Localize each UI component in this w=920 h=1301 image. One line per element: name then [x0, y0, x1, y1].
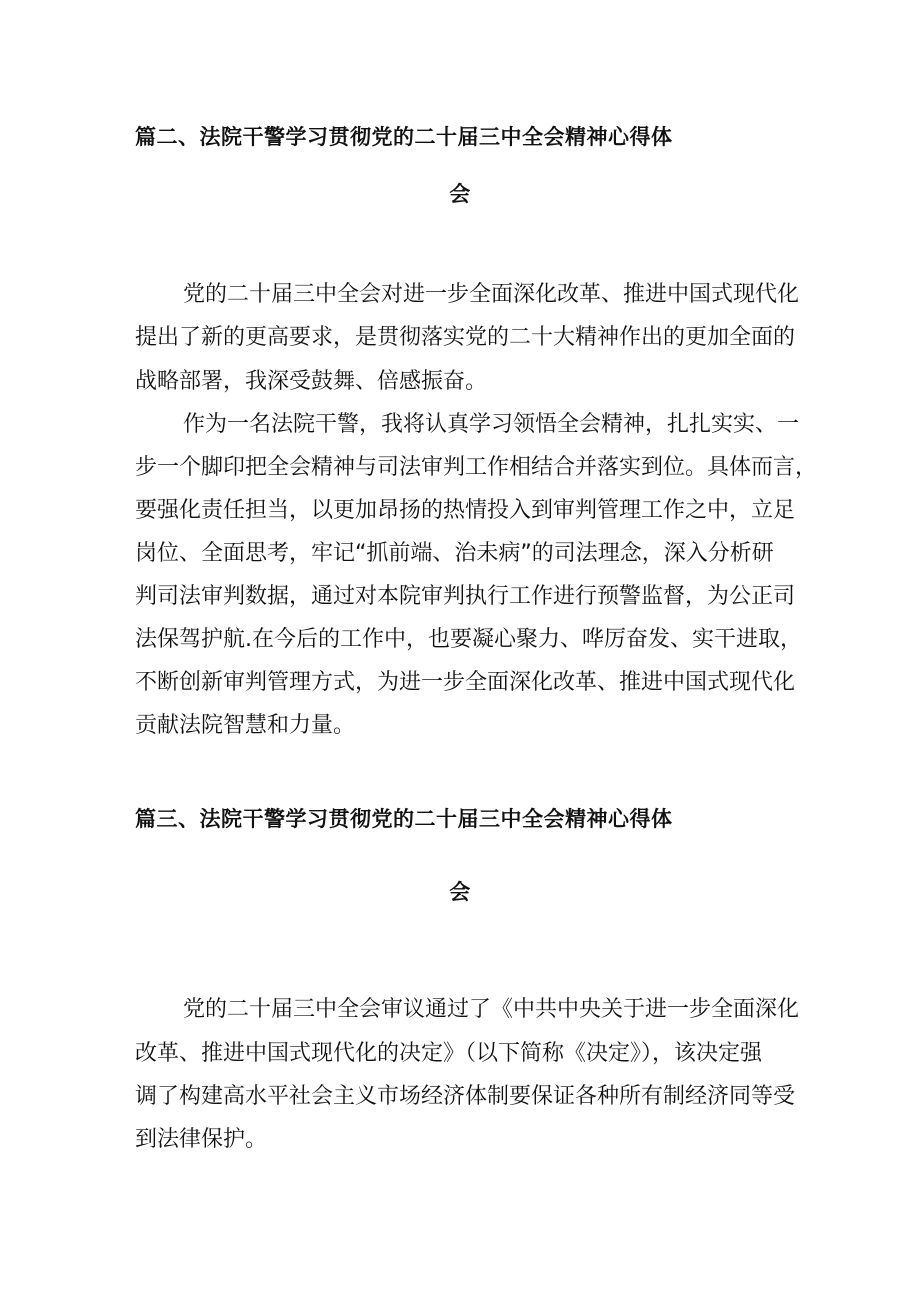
- paragraph-line: 战略部署，我深受鼓舞、倍感振奋。: [135, 369, 488, 394]
- paragraph-line: 贡献法院智慧和力量。: [135, 713, 356, 738]
- paragraph-line: 到法律保护。: [135, 1127, 268, 1152]
- section-heading: 篇三、法院干警学习贯彻党的二十届三中全会精神心得体: [135, 807, 673, 831]
- paragraph-line: 要强化责任担当，以更加昂扬的热情投入到审判管理工作之中，立足: [135, 498, 796, 523]
- section-heading-continuation: 会: [449, 182, 471, 206]
- paragraph-line: 法保驾护航.在今后的工作中，也要凝心聚力、哗厉奋发、实干进取，: [135, 627, 802, 652]
- paragraph-line: 步一个脚印把全会精神与司法审判工作相结合并落实到位。具体而言，: [135, 455, 818, 480]
- paragraph-line: 岗位、全面思考，牢记“抓前端、治未病”的司法理念，深入分析研: [135, 541, 774, 566]
- paragraph-line: 党的二十届三中全会对进一步全面深化改革、推进中国式现代化: [183, 282, 800, 307]
- paragraph-line: 判司法审判数据，通过对本院审判执行工作进行预警监督，为公正司: [135, 584, 796, 609]
- section-heading: 篇二、法院干警学习贯彻党的二十届三中全会精神心得体: [135, 125, 673, 149]
- paragraph-line: 党的二十届三中全会审议通过了《中共中央关于进一步全面深化: [183, 997, 800, 1022]
- paragraph-line: 作为一名法院干警，我将认真学习领悟全会精神，扎扎实实、一: [183, 412, 800, 437]
- paragraph-line: 不断创新审判管理方式，为进一步全面深化改革、推进中国式现代化: [135, 670, 796, 695]
- paragraph-line: 调了构建高水平社会主义市场经济体制要保证各种所有制经济同等受: [135, 1084, 796, 1109]
- section-heading-continuation: 会: [449, 880, 471, 904]
- paragraph-line: 改革、推进中国式现代化的决定》（以下简称《决定》），该决定强: [135, 1041, 763, 1066]
- paragraph-line: 提出了新的更高要求，是贯彻落实党的二十大精神作出的更加全面的: [135, 325, 796, 350]
